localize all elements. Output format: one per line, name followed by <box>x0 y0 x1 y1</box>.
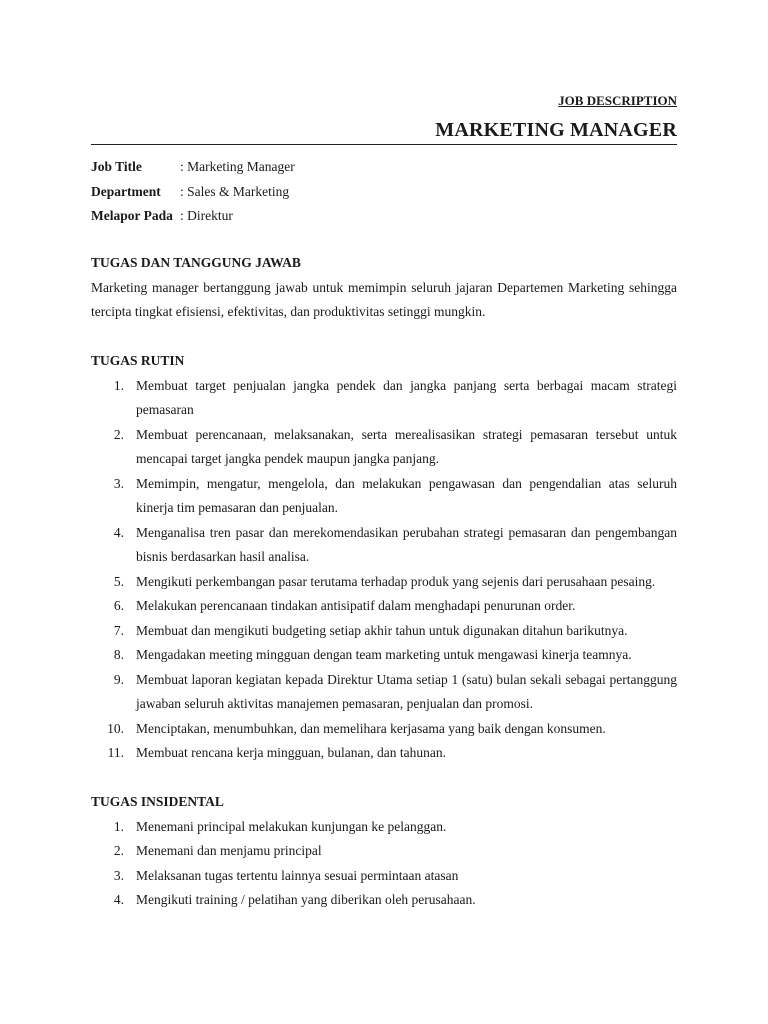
list-number: 7. <box>113 622 124 638</box>
meta-label: Department <box>91 183 161 199</box>
meta-label: Melapor Pada <box>91 208 173 223</box>
list-number: 1. <box>113 818 124 834</box>
section-heading: TUGAS INSIDENTAL <box>91 794 224 809</box>
list-number: 2. <box>113 843 124 858</box>
responsibilities-paragraph: Marketing manager bertanggung jawab untuk memimpin seluruh jajaran Departemen Marketing sehingga tercipta tingkat efisiensi, efektivitas, dan produktivitas setinggi mungkin. <box>91 279 677 319</box>
meta-row-department <box>91 180 295 205</box>
list-item <box>91 423 677 472</box>
meta-value: : Marketing Manager <box>180 159 295 174</box>
meta-label: Job Title <box>91 159 142 174</box>
list-item-text: Menganalisa tren pasar dan merekomendasikan perubahan strategi pemasaran dan pengembangan bisnis berdasarkan hasil analisa. <box>136 524 677 564</box>
list-item <box>91 839 677 864</box>
list-item-text: Membuat perencanaan, melaksanakan, serta merealisasikan strategi pemasaran tersebut untuk mencapai target jangka pendek maupun jangka panjang. <box>136 426 677 466</box>
list-item <box>91 717 677 742</box>
list-number: 5. <box>113 573 124 589</box>
list-number: 11. <box>107 745 124 760</box>
list-item <box>91 888 677 913</box>
list-item-text: Mengikuti training / pelatihan yang diberikan oleh perusahaan. <box>136 892 476 907</box>
list-item <box>91 815 677 840</box>
list-item <box>91 668 677 717</box>
list-item <box>91 741 677 766</box>
list-number: 9. <box>113 671 124 687</box>
list-number: 2. <box>113 426 124 442</box>
meta-value: : Sales & Marketing <box>180 183 290 199</box>
list-number: 4. <box>113 524 124 540</box>
meta-row-reports-to <box>91 204 295 229</box>
meta-row-job-title <box>91 155 295 180</box>
list-item <box>91 570 677 595</box>
job-meta-block <box>91 155 295 229</box>
incidental-task-list <box>91 815 677 913</box>
list-item-text: Mengikuti perkembangan pasar terutama terhadap produk yang sejenis dari perusahaan pesaing. <box>136 573 656 589</box>
list-item <box>91 521 677 570</box>
list-item <box>91 619 677 644</box>
list-item <box>91 374 677 423</box>
list-item <box>91 472 677 521</box>
list-number: 1. <box>113 377 124 393</box>
document-subtitle: JOB DESCRIPTION <box>558 93 677 108</box>
header-divider <box>91 144 677 145</box>
list-item-text: Membuat dan mengikuti budgeting setiap akhir tahun untuk digunakan ditahun barikutnya. <box>136 622 628 638</box>
list-item-text: Membuat laporan kegiatan kepada Direktur Utama setiap 1 (satu) bulan sekali sebagai pertanggung jawaban seluruh aktivitas manajemen pemasaran, penjualan dan promosi. <box>136 671 677 711</box>
list-item-text: Menemani principal melakukan kunjungan ke pelanggan. <box>136 818 447 834</box>
section-heading: TUGAS RUTIN <box>91 353 185 368</box>
list-number: 3. <box>113 475 124 491</box>
list-item-text: Melakukan perencanaan tindakan antisipatif dalam menghadapi penurunan order. <box>136 598 576 613</box>
list-number: 10. <box>107 720 124 736</box>
list-number: 4. <box>113 892 124 907</box>
list-item <box>91 594 677 619</box>
list-item-text: Mengadakan meeting mingguan dengan team marketing untuk mengawasi kinerja teamnya. <box>136 647 632 662</box>
list-item-text: Membuat rencana kerja mingguan, bulanan, dan tahunan. <box>136 745 447 760</box>
responsibilities-section <box>91 251 677 325</box>
section-heading: TUGAS DAN TANGGUNG JAWAB <box>91 255 301 270</box>
list-item-text: Melaksanan tugas tertentu lainnya sesuai permintaan atasan <box>136 867 459 883</box>
document-title: MARKETING MANAGER <box>435 119 677 141</box>
routine-task-list <box>91 374 677 766</box>
list-item-text: Menciptakan, menumbuhkan, dan memelihara kerjasama yang baik dengan konsumen. <box>136 720 606 736</box>
list-number: 6. <box>113 598 124 613</box>
list-item-text: Memimpin, mengatur, mengelola, dan melakukan pengawasan dan pengendalian atas seluruh kinerja tim pemasaran dan penjualan. <box>136 475 677 515</box>
meta-value: : Direktur <box>180 208 233 223</box>
routine-tasks-section <box>91 349 677 766</box>
incidental-tasks-section <box>91 790 677 913</box>
list-item-text: Membuat target penjualan jangka pendek dan jangka panjang serta berbagai macam strategi pemasaran <box>136 377 677 417</box>
list-number: 3. <box>113 867 124 883</box>
list-item <box>91 643 677 668</box>
list-item-text: Menemani dan menjamu principal <box>136 843 322 858</box>
list-item <box>91 864 677 889</box>
list-number: 8. <box>113 647 124 662</box>
